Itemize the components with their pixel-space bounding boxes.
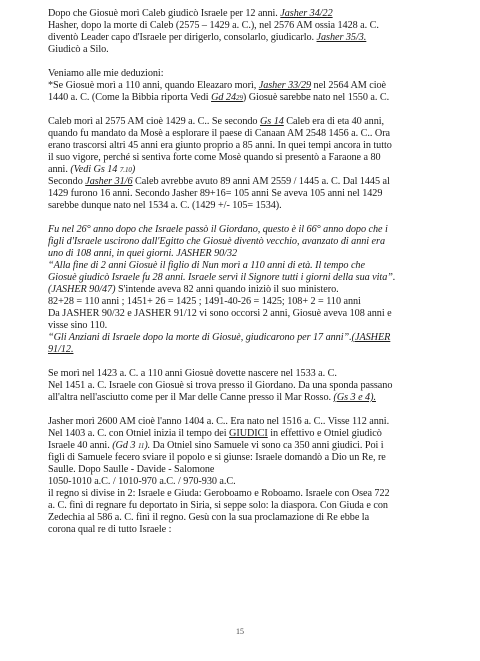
text-line <box>48 428 382 440</box>
text-line <box>48 164 135 176</box>
text-line <box>48 452 386 464</box>
text-segment: corona qual re di tutto Israele : <box>48 524 172 535</box>
text-segment: quando fu mandato da Mosè a esplorare il paese di Canaan AM 2548 1456 a. C.. Ora <box>48 128 391 139</box>
text-line <box>48 92 389 104</box>
text-segment: Da Otniel sino Samuele vi sono ca 350 anni giudici. Poi i <box>150 440 384 451</box>
text-line <box>48 344 73 356</box>
text-segment: Jasher 35/3. <box>316 32 367 43</box>
text-segment: Caleb era di eta 40 anni, <box>283 116 385 127</box>
text-segment: Jasher morì 2600 AM cioè l'anno 1404 a. C.. Era nato nel 1516 a. C.. Visse 112 anni. <box>48 416 390 427</box>
text-segment: Fu nel 26° anno dopo che Israele passò il Giordano, questo è il 66° anno dopo che i <box>48 224 388 235</box>
text-line <box>48 128 390 140</box>
text-segment: Nel 1451 a. C. Israele con Giosuè si trova presso il Giordano. Da una sponda passano <box>48 380 393 391</box>
text-segment: figli d'Israele uscirono dall'Egitto che Giosuè diventò vecchio, avanzato di anni era <box>48 236 385 247</box>
text-line <box>48 512 369 524</box>
text-segment: Veniamo alle mie deduzioni: <box>48 68 164 79</box>
text-line <box>48 224 388 236</box>
text-line <box>48 188 382 200</box>
text-segment: ) <box>131 164 136 175</box>
text-segment: 29 <box>236 94 243 102</box>
text-segment: GIUDICI <box>229 428 268 439</box>
text-line <box>48 68 164 80</box>
text-segment: Se morì nel 1423 a. C. a 110 anni Giosuè dovette nascere nel 1533 a. C. <box>48 368 337 379</box>
text-line <box>48 392 376 404</box>
text-segment: Secondo <box>48 176 86 187</box>
text-segment: a. C. finì di regnare fu deportato in Siria, si seppe solo: la diaspora. Con Giuda e con <box>48 500 388 511</box>
text-line <box>48 200 282 212</box>
text-segment: Jasher 31/6 <box>85 176 133 187</box>
text-segment: Gs 14 <box>259 116 284 127</box>
text-line <box>48 440 384 452</box>
text-segment: sarebbe dunque nato nel 1534 a. C. (1429 +/- 105= 1534). <box>48 200 282 211</box>
text-segment: 11 <box>137 442 145 450</box>
text-line <box>48 500 388 512</box>
text-segment: (JASHER <box>351 332 391 343</box>
text-line <box>48 464 214 476</box>
text-segment: (JASHER 90/47) <box>48 284 116 295</box>
text-line <box>48 296 361 308</box>
text-segment: 7.10 <box>119 166 132 174</box>
text-segment: Da JASHER 90/32 e JASHER 91/12 vi sono occorsi 2 anni, Giosuè aveva 108 anni e <box>48 308 392 319</box>
text-segment: in effettivo e Otniel giudicò <box>267 428 382 439</box>
text-segment: Saulle. Dopo Saulle - Davide - Salomone <box>48 464 215 475</box>
text-line <box>48 416 389 428</box>
text-segment: Gd 24 <box>211 92 236 103</box>
text-segment: (Gd 3 <box>112 440 138 451</box>
text-line <box>48 272 395 284</box>
text-line <box>48 380 392 392</box>
text-segment: 91/12. <box>48 344 74 355</box>
text-line <box>48 32 366 44</box>
text-segment: Nel 1403 a. C. con Otniel inizia il tempo dei <box>48 428 230 439</box>
text-segment: (Vedi Gs 14 <box>70 164 120 175</box>
text-segment: Israele 40 anni. <box>48 440 113 451</box>
text-line <box>48 284 339 296</box>
text-segment: ) Giosuè sarebbe nato nel 1550 a. C. <box>242 92 390 103</box>
text-segment: Caleb morì al 2575 AM cioè 1429 a. C.. Se secondo <box>48 116 260 127</box>
text-line <box>48 308 392 320</box>
text-segment: visse sino 110. <box>48 320 108 331</box>
text-segment: Giosuè giudicò Israele fu 28 anni. Israele servì il Signore tutti i giorni della sua vita”. <box>48 272 396 283</box>
text-segment: all'altra nell'asciutto come per il Mar delle Canne presso il Mar Rosso. <box>48 392 334 403</box>
text-segment: *Se Giosuè morì a 110 anni, quando Eleazaro morì, <box>48 80 259 91</box>
text-segment: Dopo che Giosuè morì Caleb giudicò Israele per 12 anni. <box>48 8 281 19</box>
text-line <box>48 332 390 344</box>
text-line <box>48 260 365 272</box>
text-segment: (Gs 3 e 4). <box>333 392 376 403</box>
text-line <box>48 368 337 380</box>
text-segment: uno di 108 anni, in quei giorni. JASHER 90/32 <box>48 248 238 259</box>
text-line <box>48 116 384 128</box>
text-segment: erano trascorsi altri 45 anni era giunto proprio a 85 anni. In quei tempi ancora in tutto <box>48 140 392 151</box>
text-line <box>48 20 379 32</box>
text-segment: Jasher 34/22 <box>280 8 333 19</box>
text-line <box>48 80 386 92</box>
text-segment: Giudicò a Silo. <box>48 44 109 55</box>
text-segment: figli di Samuele fecero sviare il popolo e si giunse: Israele domandò a Dio un Re, re <box>48 452 386 463</box>
page-number: 15 <box>236 627 244 636</box>
text-line <box>48 140 392 152</box>
text-line <box>48 320 107 332</box>
text-segment: “Alla fine di 2 anni Giosuè il figlio di Nun morì a 110 anni di età. Il tempo che <box>48 260 365 271</box>
text-segment: 1050-1010 a.C. / 1010-970 a.C. / 970-930 a.C. <box>48 476 236 487</box>
text-line <box>48 476 236 488</box>
text-line <box>48 152 381 164</box>
text-segment: ). <box>144 440 151 451</box>
text-segment: Hasher, dopo la morte di Caleb (2575 – 1429 a. C.), nel 2576 AM ossia 1428 a. C. <box>48 20 379 31</box>
text-segment: S'intende aveva 82 anni quando iniziò il suo ministero. <box>115 284 339 295</box>
text-line <box>48 8 333 20</box>
text-segment: il regno si divise in 2: Israele e Giuda: Geroboamo e Roboamo. Israele con Osea 722 <box>48 488 390 499</box>
text-segment: 1429 furono 16 anni. Secondo Jasher 89+16= 105 anni Se aveva 105 anni nel 1429 <box>48 188 383 199</box>
text-segment: Caleb avrebbe avuto 89 anni AM 2559 / 1445 a. C. Dal 1445 al <box>132 176 390 187</box>
text-line <box>48 44 109 56</box>
text-segment: 1440 a. C. (Come la Bibbia riporta Vedi <box>48 92 212 103</box>
text-segment: nel 2564 AM cioè <box>311 80 387 91</box>
text-line <box>48 524 171 536</box>
text-segment: Jasher 33/29 <box>258 80 312 91</box>
text-line <box>48 248 237 260</box>
text-segment: 82+28 = 110 anni ; 1451+ 26 = 1425 ; 1491-40-26 = 1425; 108+ 2 = 110 anni <box>48 296 361 307</box>
text-segment: Zedechia al 586 a. C. finì il regno. Gesù con la sua proclamazione di Re ebbe la <box>48 512 370 523</box>
text-segment: il suo vigore, perché si sentiva forte come Mosè quando si presentò a Faraone a 80 <box>48 152 381 163</box>
text-line <box>48 236 385 248</box>
text-segment: anni. <box>48 164 71 175</box>
text-segment: diventò Leader capo d'Israele per dirigerlo, consolarlo, giudicarlo. <box>48 32 317 43</box>
text-line <box>48 176 390 188</box>
text-segment: “Gli Anziani di Israele dopo la morte di Giosuè, giudicarono per 17 anni”. <box>48 332 352 343</box>
text-line <box>48 488 390 500</box>
